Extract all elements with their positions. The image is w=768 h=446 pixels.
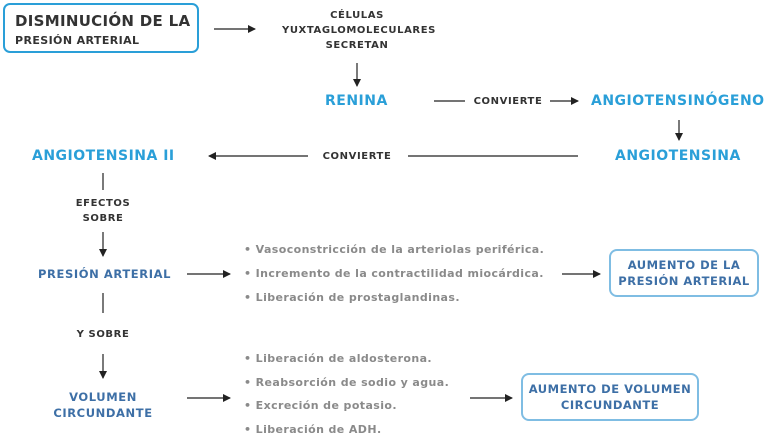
volumen-effect-item: • Liberación de ADH.	[244, 423, 449, 446]
start-subtitle: PRESIÓN ARTERIAL	[15, 34, 139, 47]
result-volumen-box	[521, 373, 699, 421]
result-volumen-line-1: AUMENTO DE VOLUMEN	[529, 381, 692, 397]
presion-effect-item: • Vasoconstricción de la arteriolas periférica.	[244, 243, 544, 267]
presion-effects-list	[244, 243, 544, 315]
result-presion-text	[618, 257, 749, 289]
start-box	[3, 3, 199, 53]
result-volumen-text	[529, 381, 692, 413]
start-title: DISMINUCIÓN DE LA	[15, 12, 190, 30]
volumen-node	[48, 389, 158, 421]
result-presion-line-2: PRESIÓN ARTERIAL	[618, 273, 749, 289]
celulas-line-1: CÉLULAS	[282, 8, 432, 23]
result-presion-line-1: AUMENTO DE LA	[618, 257, 749, 273]
volumen-effect-item: • Excreción de potasio.	[244, 399, 449, 423]
presion-effect-item: • Incremento de la contractilidad miocárdica.	[244, 267, 544, 291]
angiotensinogeno-node: ANGIOTENSINÓGENO	[591, 93, 765, 109]
efectos-line-1: EFECTOS	[70, 196, 136, 211]
volumen-effect-item: • Liberación de aldosterona.	[244, 352, 449, 376]
celulas-line-2: YUXTAGLOMOLECULARES	[282, 23, 432, 38]
efectos-sobre-label	[70, 196, 136, 226]
result-volumen-line-2: CIRCUNDANTE	[529, 397, 692, 413]
convierte-label-2: CONVIERTE	[320, 149, 394, 164]
result-presion-box	[609, 249, 759, 297]
angiotensina-ii-node: ANGIOTENSINA II	[32, 148, 175, 164]
celulas-label	[282, 8, 432, 53]
convierte-label-1: CONVIERTE	[471, 94, 545, 109]
presion-effect-item: • Liberación de prostaglandinas.	[244, 291, 544, 315]
volumen-effect-item: • Reabsorción de sodio y agua.	[244, 376, 449, 400]
y-sobre-label: Y SOBRE	[70, 327, 136, 342]
renina-node: RENINA	[325, 93, 388, 109]
celulas-line-3: SECRETAN	[282, 38, 432, 53]
angiotensina-node: ANGIOTENSINA	[615, 148, 741, 164]
efectos-line-2: SOBRE	[70, 211, 136, 226]
volumen-line-2: CIRCUNDANTE	[48, 405, 158, 421]
presion-arterial-node: PRESIÓN ARTERIAL	[38, 266, 171, 282]
volumen-effects-list	[244, 352, 449, 446]
volumen-line-1: VOLUMEN	[48, 389, 158, 405]
